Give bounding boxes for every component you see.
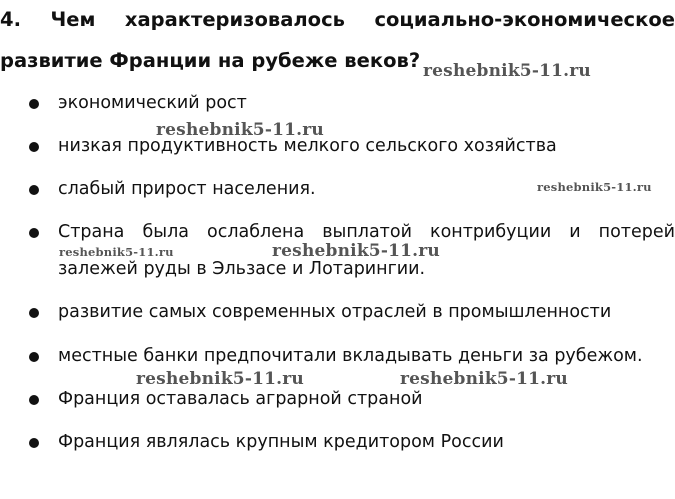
list-item-text: экономический рост: [58, 93, 247, 113]
question-number: 4.: [0, 8, 21, 31]
list-item-text: низкая продуктивность мелкого сельского хозяйства: [58, 136, 557, 156]
question-heading-line-2: развитие Франции на рубеже веков?: [0, 49, 421, 72]
list-item-text: слабый прирост населения.: [58, 179, 316, 199]
question-heading-line-1: [0, 8, 675, 32]
list-item-word: и: [569, 222, 581, 242]
watermark: reshebnik5-11.ru: [423, 61, 591, 81]
watermark: reshebnik5-11.ru: [537, 180, 652, 194]
bullet-icon: [29, 395, 39, 405]
list-item-word: контрибуции: [430, 222, 552, 242]
bullet-icon: [29, 228, 39, 238]
bullet-icon: [29, 99, 39, 109]
bullet-icon: [29, 308, 39, 318]
question-word: характеризовалось: [124, 8, 345, 31]
question-word: Чем: [50, 8, 96, 31]
question-word: социально-экономическое: [374, 8, 675, 31]
watermark: reshebnik5-11.ru: [400, 369, 568, 389]
watermark: reshebnik5-11.ru: [59, 245, 174, 259]
list-item-text: местные банки предпочитали вкладывать деньги за рубежом.: [58, 346, 643, 366]
bullet-icon: [29, 185, 39, 195]
watermark: reshebnik5-11.ru: [136, 369, 304, 389]
watermark: reshebnik5-11.ru: [272, 241, 440, 261]
list-item-word: выплатой: [322, 222, 412, 242]
bullet-icon: [29, 438, 39, 448]
list-item-text: Франция являлась крупным кредитором России: [58, 432, 504, 452]
list-item-text: развитие самых современных отраслей в промышленности: [58, 302, 612, 322]
bullet-icon: [29, 352, 39, 362]
watermark: reshebnik5-11.ru: [156, 120, 324, 140]
bullet-icon: [29, 142, 39, 152]
list-item-word: была: [142, 222, 189, 242]
list-item-word: потерей: [598, 222, 675, 242]
list-item-text: Франция оставалась аграрной страной: [58, 389, 423, 409]
list-item-text-line-1: [58, 222, 675, 243]
list-item-word: ослаблена: [207, 222, 305, 242]
list-item-text-line-2: залежей руды в Эльзасе и Лотарингии.: [58, 259, 426, 279]
list-item-word: Страна: [58, 222, 125, 242]
